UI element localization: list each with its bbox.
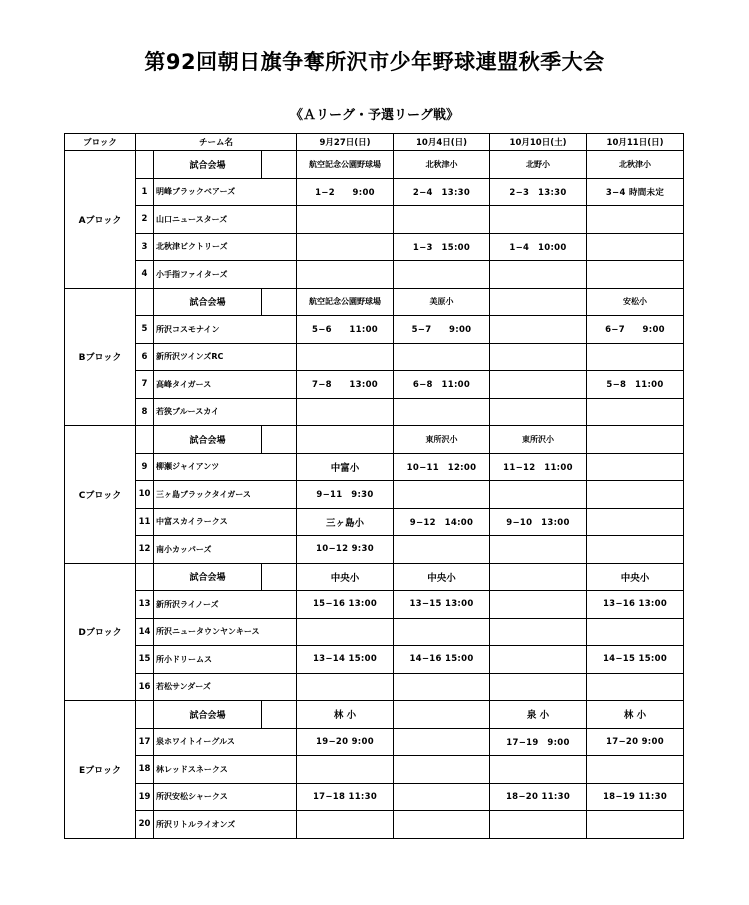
schedule-cell xyxy=(587,398,684,426)
team-number: 13 xyxy=(136,591,154,619)
schedule-cell xyxy=(587,811,684,839)
venue-cell xyxy=(490,288,587,316)
block-name: Aブロック xyxy=(65,151,136,289)
team-number: 11 xyxy=(136,508,154,536)
schedule-table xyxy=(64,133,684,839)
schedule-cell xyxy=(297,233,394,261)
team-number: 12 xyxy=(136,536,154,564)
schedule-cell xyxy=(587,508,684,536)
team-name: 柳瀬ジャイアンツ xyxy=(154,453,297,481)
team-name: 若松サンダーズ xyxy=(154,673,297,701)
team-row xyxy=(65,481,684,509)
schedule-cell xyxy=(587,343,684,371)
team-number: 1 xyxy=(136,178,154,206)
venue-spacer-cell xyxy=(262,701,297,729)
team-number: 20 xyxy=(136,811,154,839)
schedule-cell: 2−3 13:30 xyxy=(490,178,587,206)
venue-label: 試合会場 xyxy=(154,151,262,179)
schedule-cell xyxy=(394,756,490,784)
team-number: 19 xyxy=(136,783,154,811)
team-name: 所沢安松シャークス xyxy=(154,783,297,811)
schedule-cell xyxy=(587,536,684,564)
schedule-cell: 18−20 11:30 xyxy=(490,783,587,811)
venue-label: 試合会場 xyxy=(154,426,262,454)
header-team: チーム名 xyxy=(136,134,297,151)
schedule-cell: 17−20 9:00 xyxy=(587,728,684,756)
team-row xyxy=(65,591,684,619)
schedule-cell xyxy=(587,233,684,261)
schedule-cell: 5−7 9:00 xyxy=(394,316,490,344)
venue-spacer-cell xyxy=(262,288,297,316)
venue-cell: 中央小 xyxy=(587,563,684,591)
schedule-cell: 19−20 9:00 xyxy=(297,728,394,756)
venue-row xyxy=(65,701,684,729)
schedule-cell xyxy=(297,756,394,784)
team-number: 6 xyxy=(136,343,154,371)
schedule-cell xyxy=(297,811,394,839)
header-date-3: 10月10日(土) xyxy=(490,134,587,151)
header-date-2: 10月4日(日) xyxy=(394,134,490,151)
team-name: 林レッドスネークス xyxy=(154,756,297,784)
schedule-cell: 10−11 12:00 xyxy=(394,453,490,481)
team-name: 高峰タイガース xyxy=(154,371,297,399)
schedule-cell xyxy=(394,206,490,234)
schedule-cell xyxy=(587,261,684,289)
venue-cell: 林 小 xyxy=(297,701,394,729)
team-name: 小手指ファイターズ xyxy=(154,261,297,289)
block-name: Bブロック xyxy=(65,288,136,426)
venue-cell: 北秋津小 xyxy=(394,151,490,179)
schedule-cell xyxy=(490,591,587,619)
block-name: Eブロック xyxy=(65,701,136,839)
team-name: 明峰ブラックベアーズ xyxy=(154,178,297,206)
team-name: 所小ドリームス xyxy=(154,646,297,674)
team-name: 山口ニュースターズ xyxy=(154,206,297,234)
team-row xyxy=(65,343,684,371)
schedule-cell: 10−12 9:30 xyxy=(297,536,394,564)
team-number: 2 xyxy=(136,206,154,234)
team-number: 7 xyxy=(136,371,154,399)
team-name: 北秋津ビクトリーズ xyxy=(154,233,297,261)
schedule-cell: 11−12 11:00 xyxy=(490,453,587,481)
schedule-cell xyxy=(394,673,490,701)
team-name: 若狭ブルースカイ xyxy=(154,398,297,426)
schedule-cell: 6−7 9:00 xyxy=(587,316,684,344)
team-number: 18 xyxy=(136,756,154,784)
team-name: 所沢ニュータウンヤンキース xyxy=(154,618,297,646)
block-name: Cブロック xyxy=(65,426,136,564)
team-number: 14 xyxy=(136,618,154,646)
schedule-cell: 13−15 13:00 xyxy=(394,591,490,619)
venue-row xyxy=(65,426,684,454)
schedule-cell: 13−14 15:00 xyxy=(297,646,394,674)
schedule-cell: 中富小 xyxy=(297,453,394,481)
schedule-cell: 18−19 11:30 xyxy=(587,783,684,811)
venue-cell xyxy=(490,563,587,591)
team-number: 17 xyxy=(136,728,154,756)
schedule-cell xyxy=(490,206,587,234)
schedule-cell xyxy=(394,398,490,426)
venue-cell: 中央小 xyxy=(297,563,394,591)
schedule-cell xyxy=(587,618,684,646)
team-number: 5 xyxy=(136,316,154,344)
schedule-cell xyxy=(490,343,587,371)
schedule-cell: 13−16 13:00 xyxy=(587,591,684,619)
schedule-cell: 7−8 13:00 xyxy=(297,371,394,399)
team-row xyxy=(65,646,684,674)
schedule-cell xyxy=(297,206,394,234)
schedule-cell: 15−16 13:00 xyxy=(297,591,394,619)
block-name: Dブロック xyxy=(65,563,136,701)
venue-cell: 安松小 xyxy=(587,288,684,316)
venue-cell: 美原小 xyxy=(394,288,490,316)
venue-cell: 東所沢小 xyxy=(490,426,587,454)
team-row xyxy=(65,728,684,756)
schedule-cell xyxy=(587,481,684,509)
team-name: 南小カッパーズ xyxy=(154,536,297,564)
team-name: 泉ホワイトイーグルス xyxy=(154,728,297,756)
team-row xyxy=(65,261,684,289)
team-row xyxy=(65,508,684,536)
team-number: 16 xyxy=(136,673,154,701)
venue-cell: 航空記念公園野球場 xyxy=(297,288,394,316)
team-name: 所沢コスモナイン xyxy=(154,316,297,344)
team-row xyxy=(65,536,684,564)
schedule-cell: 9−12 14:00 xyxy=(394,508,490,536)
team-name: 新所沢ライノーズ xyxy=(154,591,297,619)
schedule-cell: 14−16 15:00 xyxy=(394,646,490,674)
schedule-cell: 6−8 11:00 xyxy=(394,371,490,399)
team-row xyxy=(65,398,684,426)
schedule-cell: 17−19 9:00 xyxy=(490,728,587,756)
schedule-cell xyxy=(297,261,394,289)
venue-cell: 泉 小 xyxy=(490,701,587,729)
schedule-cell xyxy=(297,398,394,426)
schedule-cell: 5−6 11:00 xyxy=(297,316,394,344)
schedule-cell xyxy=(394,618,490,646)
schedule-cell: 9−10 13:00 xyxy=(490,508,587,536)
schedule-cell: 三ヶ島小 xyxy=(297,508,394,536)
schedule-cell xyxy=(394,343,490,371)
team-row xyxy=(65,618,684,646)
venue-cell: 林 小 xyxy=(587,701,684,729)
venue-cell: 北秋津小 xyxy=(587,151,684,179)
venue-num-cell xyxy=(136,701,154,729)
team-number: 4 xyxy=(136,261,154,289)
venue-cell xyxy=(394,701,490,729)
schedule-cell xyxy=(394,481,490,509)
schedule-cell xyxy=(394,728,490,756)
team-number: 8 xyxy=(136,398,154,426)
schedule-cell xyxy=(587,206,684,234)
schedule-cell: 5−8 11:00 xyxy=(587,371,684,399)
schedule-cell xyxy=(490,756,587,784)
team-number: 9 xyxy=(136,453,154,481)
team-name: 中富スカイラークス xyxy=(154,508,297,536)
schedule-cell xyxy=(297,673,394,701)
venue-spacer-cell xyxy=(262,151,297,179)
venue-cell xyxy=(587,426,684,454)
schedule-cell: 3−4 時間未定 xyxy=(587,178,684,206)
team-row xyxy=(65,756,684,784)
page-subtitle: 《Ａリーグ・予選リーグ戦》 xyxy=(289,108,459,123)
schedule-cell xyxy=(297,343,394,371)
schedule-cell xyxy=(394,783,490,811)
venue-cell: 東所沢小 xyxy=(394,426,490,454)
team-row xyxy=(65,371,684,399)
schedule-cell xyxy=(490,536,587,564)
venue-spacer-cell xyxy=(262,563,297,591)
schedule-cell xyxy=(394,536,490,564)
schedule-cell xyxy=(490,481,587,509)
schedule-cell xyxy=(490,673,587,701)
venue-spacer-cell xyxy=(262,426,297,454)
schedule-cell: 1−2 9:00 xyxy=(297,178,394,206)
venue-label: 試合会場 xyxy=(154,701,262,729)
venue-cell: 中央小 xyxy=(394,563,490,591)
schedule-cell: 14−15 15:00 xyxy=(587,646,684,674)
header-date-4: 10月11日(日) xyxy=(587,134,684,151)
team-name: 新所沢ツインズRC xyxy=(154,343,297,371)
schedule-cell xyxy=(587,673,684,701)
team-row xyxy=(65,783,684,811)
venue-label: 試合会場 xyxy=(154,563,262,591)
venue-cell xyxy=(297,426,394,454)
team-number: 10 xyxy=(136,481,154,509)
schedule-cell: 2−4 13:30 xyxy=(394,178,490,206)
schedule-cell xyxy=(587,756,684,784)
schedule-cell: 1−4 10:00 xyxy=(490,233,587,261)
schedule-cell xyxy=(490,398,587,426)
schedule-cell xyxy=(490,811,587,839)
header-block: ブロック xyxy=(65,134,136,151)
schedule-cell xyxy=(587,453,684,481)
schedule-cell: 9−11 9:30 xyxy=(297,481,394,509)
venue-num-cell xyxy=(136,563,154,591)
schedule-cell: 17−18 11:30 xyxy=(297,783,394,811)
schedule-cell xyxy=(490,371,587,399)
team-row xyxy=(65,206,684,234)
venue-row xyxy=(65,288,684,316)
venue-num-cell xyxy=(136,426,154,454)
schedule-cell xyxy=(490,316,587,344)
page-title: 第92回朝日旗争奪所沢市少年野球連盟秋季大会 xyxy=(144,50,605,74)
team-number: 3 xyxy=(136,233,154,261)
schedule-cell xyxy=(490,618,587,646)
schedule-cell: 1−3 15:00 xyxy=(394,233,490,261)
team-row xyxy=(65,316,684,344)
team-row xyxy=(65,673,684,701)
venue-cell: 北野小 xyxy=(490,151,587,179)
venue-label: 試合会場 xyxy=(154,288,262,316)
team-row xyxy=(65,233,684,261)
schedule-cell xyxy=(490,646,587,674)
venue-row xyxy=(65,563,684,591)
team-row xyxy=(65,178,684,206)
schedule-cell xyxy=(297,618,394,646)
team-number: 15 xyxy=(136,646,154,674)
header-row xyxy=(65,134,684,151)
venue-num-cell xyxy=(136,151,154,179)
team-name: 三ヶ島ブラックタイガース xyxy=(154,481,297,509)
schedule-cell xyxy=(394,261,490,289)
schedule-cell xyxy=(490,261,587,289)
venue-row xyxy=(65,151,684,179)
schedule-cell xyxy=(394,811,490,839)
venue-cell: 航空記念公園野球場 xyxy=(297,151,394,179)
venue-num-cell xyxy=(136,288,154,316)
team-row xyxy=(65,453,684,481)
header-date-1: 9月27日(日) xyxy=(297,134,394,151)
team-row xyxy=(65,811,684,839)
team-name: 所沢リトルライオンズ xyxy=(154,811,297,839)
